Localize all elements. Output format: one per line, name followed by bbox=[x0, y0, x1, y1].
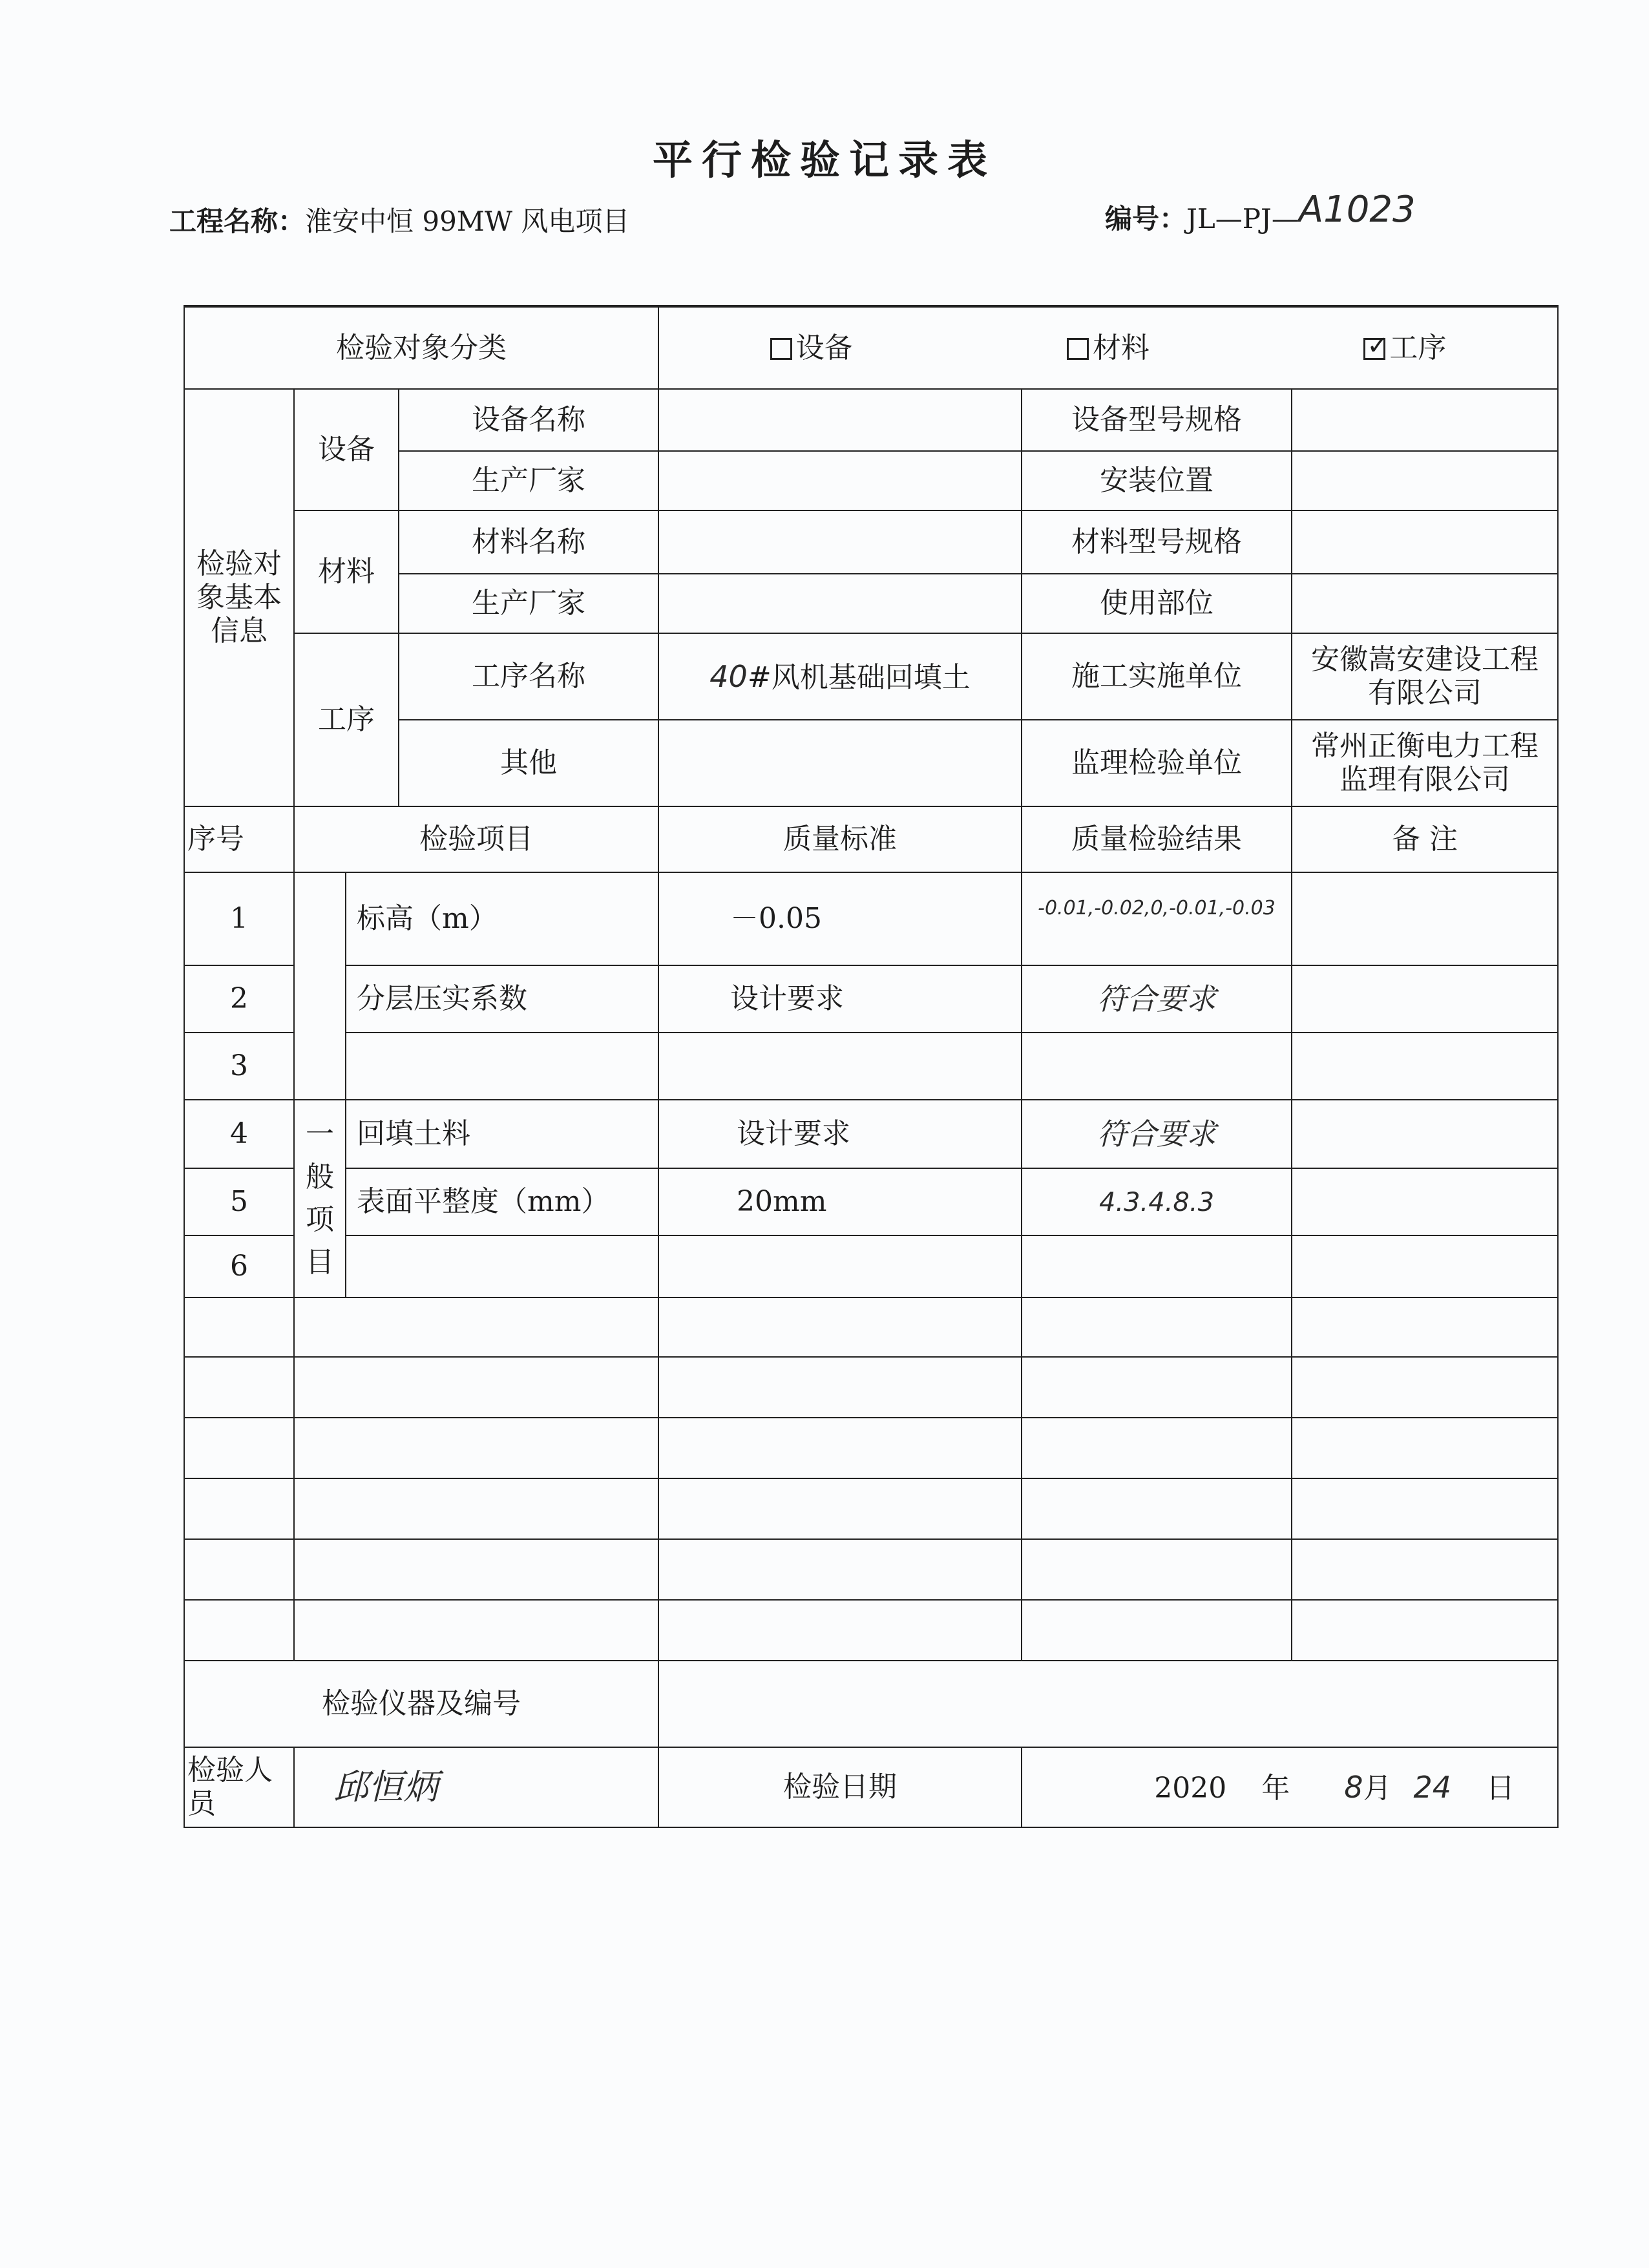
signature-row bbox=[184, 1747, 1558, 1827]
item-remark[interactable] bbox=[1292, 872, 1558, 965]
material-model-value[interactable] bbox=[1292, 510, 1558, 574]
item-result[interactable]: 4.3.4.8.3 bbox=[1022, 1168, 1292, 1235]
main-group-blank bbox=[294, 872, 346, 1100]
code-label: 编号： bbox=[1105, 203, 1187, 235]
item-remark[interactable] bbox=[1292, 1235, 1558, 1297]
blank-row bbox=[184, 1357, 1558, 1418]
item-no: 6 bbox=[184, 1235, 294, 1297]
instrument-row bbox=[184, 1661, 1558, 1747]
item-result[interactable] bbox=[1022, 1235, 1292, 1297]
item-standard: －0.05 bbox=[658, 872, 1022, 965]
item-name bbox=[346, 1033, 658, 1100]
other-label: 其他 bbox=[399, 720, 658, 806]
item-standard bbox=[658, 1033, 1022, 1100]
material-name-row bbox=[184, 510, 1558, 574]
category-option-material[interactable]: 材料 bbox=[1067, 331, 1150, 365]
equipment-name-row bbox=[184, 389, 1558, 451]
blank-row bbox=[184, 1539, 1558, 1600]
date-month: 8 bbox=[1344, 1769, 1363, 1805]
item-no: 4 bbox=[184, 1100, 294, 1168]
equipment-name-label: 设备名称 bbox=[399, 389, 658, 451]
item-no: 3 bbox=[184, 1033, 294, 1100]
material-model-label: 材料型号规格 bbox=[1022, 510, 1292, 574]
item-row bbox=[184, 1235, 1558, 1297]
document-title: 平行检验记录表 bbox=[652, 136, 996, 184]
item-name: 分层压实系数 bbox=[346, 965, 658, 1033]
item-remark[interactable] bbox=[1292, 965, 1558, 1033]
contractor-value[interactable]: 安徽嵩安建设工程有限公司 bbox=[1292, 633, 1558, 720]
material-name-label: 材料名称 bbox=[399, 510, 658, 574]
date-value[interactable] bbox=[1022, 1747, 1558, 1827]
equipment-maker-value[interactable] bbox=[658, 451, 1022, 510]
process-name-text: #风机基础回填土 bbox=[747, 660, 971, 694]
blank-row bbox=[184, 1418, 1558, 1478]
item-name: 标高（m） bbox=[346, 872, 658, 965]
other-value[interactable] bbox=[658, 720, 1022, 806]
item-no: 2 bbox=[184, 965, 294, 1033]
header-result: 质量检验结果 bbox=[1022, 806, 1292, 872]
blank-row bbox=[184, 1478, 1558, 1539]
inspection-table bbox=[184, 305, 1559, 1828]
item-no: 1 bbox=[184, 872, 294, 965]
item-standard: 设计要求 bbox=[658, 1100, 1022, 1168]
item-row bbox=[184, 1100, 1558, 1168]
material-usage-label: 使用部位 bbox=[1022, 574, 1292, 633]
item-row bbox=[184, 1033, 1558, 1100]
process-name-label: 工序名称 bbox=[399, 633, 658, 720]
inspector-label: 检验人员 bbox=[184, 1747, 294, 1827]
process-group-label: 工序 bbox=[294, 633, 399, 806]
item-name: 回填土料 bbox=[346, 1100, 658, 1168]
date-year: 2020 bbox=[1154, 1771, 1227, 1805]
process-name-handwritten: 40 bbox=[709, 658, 748, 694]
supervisor-label: 监理检验单位 bbox=[1022, 720, 1292, 806]
date-label: 检验日期 bbox=[658, 1747, 1022, 1827]
items-header-row bbox=[184, 806, 1558, 872]
item-result[interactable] bbox=[1022, 1033, 1292, 1100]
header-standard: 质量标准 bbox=[658, 806, 1022, 872]
material-usage-value[interactable] bbox=[1292, 574, 1558, 633]
date-year-unit: 年 bbox=[1261, 1771, 1290, 1805]
supervisor-value[interactable]: 常州正衡电力工程监理有限公司 bbox=[1292, 720, 1558, 806]
item-standard: 20mm bbox=[658, 1168, 1022, 1235]
material-name-value[interactable] bbox=[658, 510, 1022, 574]
record-code bbox=[1105, 189, 1416, 237]
item-row bbox=[184, 965, 1558, 1033]
item-standard: 设计要求 bbox=[658, 965, 1022, 1033]
date-day: 24 bbox=[1413, 1769, 1452, 1805]
basic-info-label: 检验对象基本信息 bbox=[184, 389, 294, 806]
material-maker-value[interactable] bbox=[658, 574, 1022, 633]
date-day-unit: 日 bbox=[1486, 1771, 1515, 1805]
item-remark[interactable] bbox=[1292, 1100, 1558, 1168]
inspector-signature[interactable]: 邱恒炳 bbox=[294, 1747, 658, 1827]
process-name-value[interactable] bbox=[658, 633, 1022, 720]
code-handwritten: A1023 bbox=[1298, 189, 1416, 231]
item-name bbox=[346, 1235, 658, 1297]
blank-row bbox=[184, 1600, 1558, 1661]
process-name-row bbox=[184, 633, 1558, 720]
header-remark: 备 注 bbox=[1292, 806, 1558, 872]
item-row bbox=[184, 1168, 1558, 1235]
general-group-label: 一般项目 bbox=[294, 1100, 346, 1297]
item-remark[interactable] bbox=[1292, 1168, 1558, 1235]
checked-checkbox-icon bbox=[1363, 338, 1385, 360]
instrument-value[interactable] bbox=[658, 1661, 1558, 1747]
item-row bbox=[184, 872, 1558, 965]
date-month-unit: 月 bbox=[1363, 1771, 1392, 1805]
header-item: 检验项目 bbox=[294, 806, 658, 872]
item-result[interactable]: 符合要求 bbox=[1022, 1100, 1292, 1168]
material-group-label: 材料 bbox=[294, 510, 399, 633]
category-label: 检验对象分类 bbox=[184, 306, 658, 389]
code-value: JL—PJ— bbox=[1186, 203, 1299, 235]
item-standard bbox=[658, 1235, 1022, 1297]
equipment-model-label: 设备型号规格 bbox=[1022, 389, 1292, 451]
blank-row bbox=[184, 1297, 1558, 1357]
equipment-maker-label: 生产厂家 bbox=[399, 451, 658, 510]
project-value: 淮安中恒 99MW 风电项目 bbox=[305, 205, 630, 237]
category-option-process[interactable]: ✓ 工序 bbox=[1363, 331, 1446, 365]
item-name: 表面平整度（mm） bbox=[346, 1168, 658, 1235]
item-no: 5 bbox=[184, 1168, 294, 1235]
item-result[interactable]: 符合要求 bbox=[1022, 965, 1292, 1033]
category-options bbox=[658, 306, 1558, 389]
equipment-group-label: 设备 bbox=[294, 389, 399, 510]
category-row bbox=[184, 306, 1558, 389]
header-no: 序号 bbox=[184, 806, 294, 872]
material-maker-label: 生产厂家 bbox=[399, 574, 658, 633]
equipment-position-value[interactable] bbox=[1292, 451, 1558, 510]
category-option-equipment[interactable]: 设备 bbox=[770, 331, 853, 365]
project-name bbox=[169, 200, 629, 239]
contractor-label: 施工实施单位 bbox=[1022, 633, 1292, 720]
item-remark[interactable] bbox=[1292, 1033, 1558, 1100]
equipment-name-value[interactable] bbox=[658, 389, 1022, 451]
instrument-label: 检验仪器及编号 bbox=[184, 1661, 658, 1747]
checkbox-icon bbox=[770, 338, 792, 360]
equipment-position-label: 安装位置 bbox=[1022, 451, 1292, 510]
project-label: 工程名称： bbox=[169, 205, 306, 237]
checkbox-icon bbox=[1067, 338, 1089, 360]
item-result[interactable]: -0.01,-0.02,0,-0.01,-0.03 bbox=[1022, 872, 1292, 965]
equipment-model-value[interactable] bbox=[1292, 389, 1558, 451]
